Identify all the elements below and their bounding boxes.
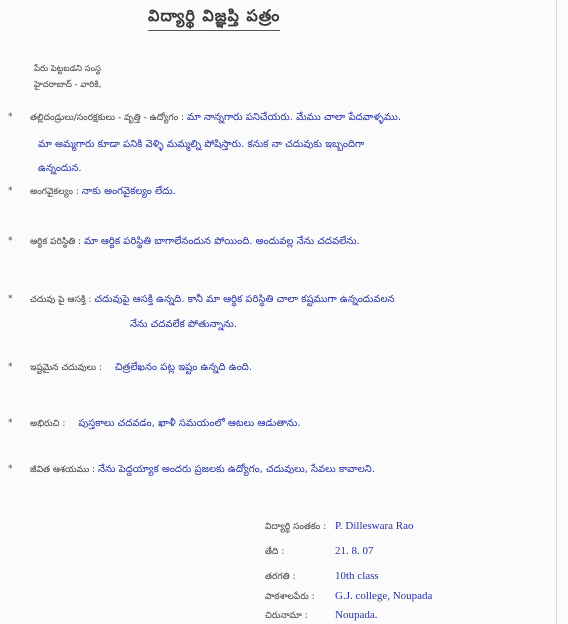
bullet-star: * (8, 236, 13, 246)
section-value: మా ఆర్థిక పరిస్థితి బాగాలేనందున పోయింది. అందువల్ల నేను చదవలేను. (83, 236, 360, 247)
footer-label: పాఠశాలపేరు : (265, 592, 315, 602)
section-parents-line-2: మా అమ్మగారు కూడా పనికి వెళ్ళి మమ్మల్ని పోషిస్తారు. కనుక నా చదువుకు ఇబ్బందిగా (38, 139, 365, 150)
bullet-star: * (8, 418, 13, 428)
document-title (148, 6, 280, 29)
section-parents (8, 112, 556, 125)
footer-address (265, 609, 377, 623)
footer-label: చిరునామా : (265, 611, 308, 621)
footer-value: 10th class (335, 570, 379, 582)
footer-school (265, 590, 432, 604)
section-study-interest-line-2: నేను చదవలేక పోతున్నాను. (130, 319, 238, 330)
section-label: చదువు పై ఆసక్తి : (30, 295, 92, 305)
section-value: చదువుపై ఆసక్తి ఉన్నది. కానీ మా ఆర్థిక పరిస్థితి చాలా కష్టముగా ఉన్నందువలన (94, 294, 395, 305)
section-value: నేను పెద్దయ్యాక అందరు ప్రజలకు ఉద్యోగం, చదువులు, సేవలు కావాలని. (97, 464, 376, 475)
section-value: చిత్రలేఖనం పట్ల ఇష్టం ఉన్నది ఉంది. (114, 362, 252, 373)
section-value: నాకు అంగవైకల్యం లేదు. (81, 186, 176, 197)
bullet-star: * (8, 362, 13, 372)
page-edge-line (556, 0, 557, 624)
title-underline (148, 30, 280, 31)
section-label: జీవిత ఆశయము : (30, 465, 96, 475)
section-value: మా నాన్నగారు పనిచేయరు. మేము చాలా పేదవాళ్ళము. (186, 112, 402, 123)
footer-value: Noupada. (335, 609, 378, 621)
section-hobbies (8, 418, 300, 431)
footer-class (265, 570, 379, 584)
footer-value: G.J. college, Noupada (335, 590, 433, 602)
footer-label: తరగతి : (265, 572, 296, 582)
address-line-2: హైదరాబాద్ - వారికి, (34, 80, 102, 90)
section-life-goal (8, 464, 556, 477)
footer-value: 21. 8. 07 (335, 545, 374, 557)
bullet-star: * (8, 294, 13, 304)
footer-value: P. Dilleswara Rao (335, 520, 414, 532)
footer-signature (265, 520, 414, 534)
section-label: ఇష్టమైన చదువులు : (30, 363, 102, 373)
title-text: విద్యార్థి విజ్ఞప్తి పత్రం (148, 6, 281, 25)
section-financial (8, 236, 556, 249)
bullet-star: * (8, 186, 13, 196)
footer-date (265, 545, 374, 559)
section-label: అభిరుచి : (30, 419, 66, 429)
section-favorite-studies (8, 362, 252, 375)
section-parents-line-3: ఉన్నందున. (38, 163, 82, 174)
footer-label: తేది : (265, 547, 285, 557)
section-disability (8, 186, 176, 199)
section-study-interest (8, 294, 556, 307)
section-label: అంగవైకల్యం : (30, 187, 79, 197)
section-value: పుస్తకాలు చదవడం, ఖాళీ సమయంలో ఆటలు ఆడుతాను. (78, 418, 301, 429)
address-line-1: పేరు పెట్టబడని సంస్థ (34, 64, 101, 74)
bullet-star: * (8, 112, 13, 122)
section-label: తల్లిదండ్రులు/సంరక్షకులు - వృత్తి - ఉద్యోగం : (30, 113, 185, 123)
bullet-star: * (8, 464, 13, 474)
footer-label: విద్యార్థి సంతకం : (265, 522, 327, 532)
section-label: ఆర్థిక పరిస్థితి : (30, 237, 82, 247)
